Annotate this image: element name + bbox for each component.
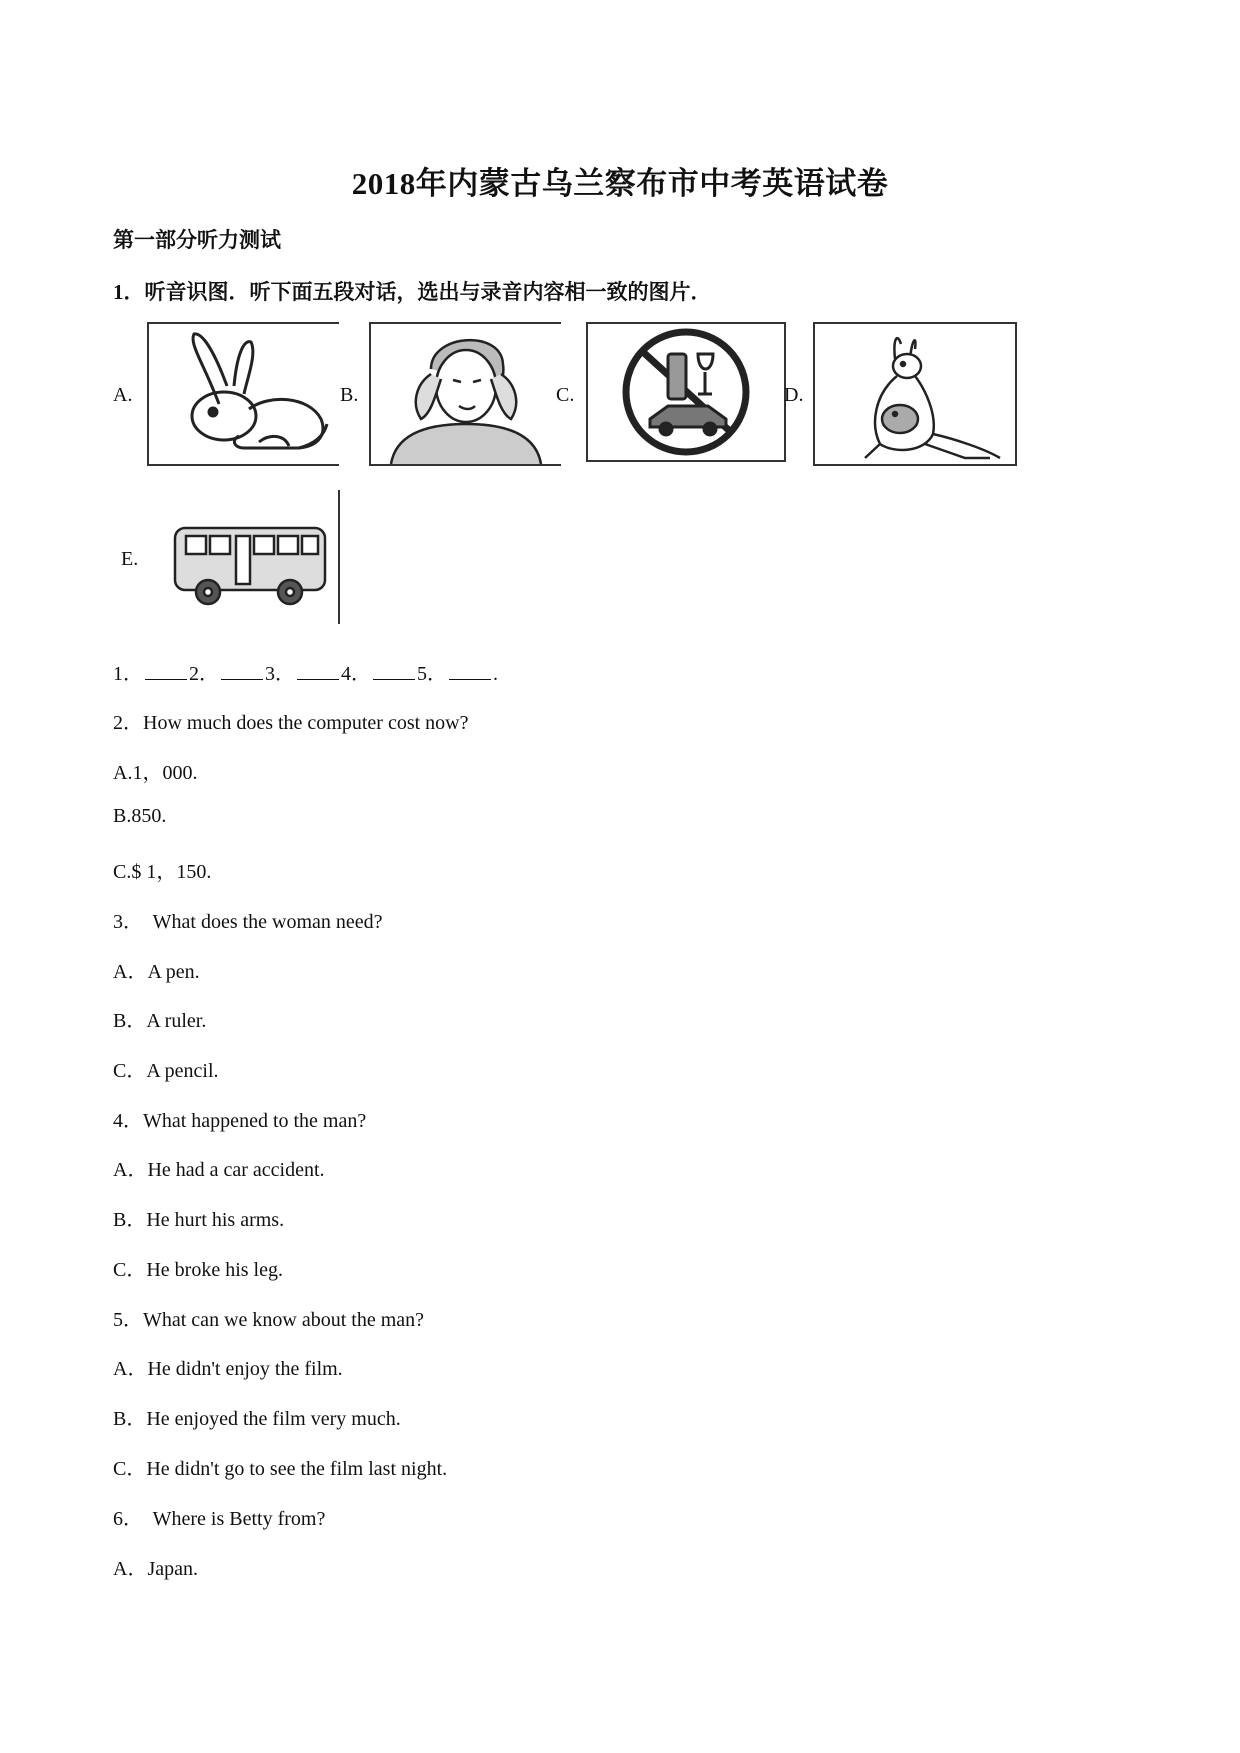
question-6: 6． Where is Betty from?	[113, 1508, 326, 1530]
headache-person-icon	[369, 322, 561, 466]
blank-num-3: 3．	[265, 663, 295, 685]
q3-option-c: C．A pencil.	[113, 1060, 219, 1082]
q4-option-a: A．He had a car accident.	[113, 1159, 325, 1181]
q4-option-b: B．He hurt his arms.	[113, 1209, 285, 1231]
question-2: 2．How much does the computer cost now?	[113, 712, 469, 734]
option-e-label: E.	[121, 548, 139, 570]
q6-option-a: A．Japan.	[113, 1558, 198, 1580]
answer-blank-2[interactable]	[221, 663, 263, 680]
q3-option-a: A．A pen.	[113, 961, 200, 983]
q2-option-a: A.1，000.	[113, 762, 198, 784]
rabbit-icon	[147, 322, 339, 466]
q5-option-c: C．He didn't go to see the film last night.	[113, 1458, 448, 1480]
blank-num-5: 5．	[417, 663, 447, 685]
q4-option-c: C．He broke his leg.	[113, 1259, 283, 1281]
kangaroo-icon	[813, 322, 1017, 466]
blank-end: .	[493, 663, 498, 685]
q5-option-a: A．He didn't enjoy the film.	[113, 1358, 343, 1380]
question-3: 3． What does the woman need?	[113, 911, 383, 933]
option-d-label: D.	[784, 384, 804, 406]
q3-option-b: B．A ruler.	[113, 1010, 207, 1032]
answer-blank-1[interactable]	[145, 663, 187, 680]
q2-option-c: C.$ 1，150.	[113, 861, 212, 883]
option-a-label: A.	[113, 384, 133, 406]
blank-num-2: 2．	[189, 663, 219, 685]
blank-num-1: 1．	[113, 663, 143, 685]
question-5: 5．What can we know about the man?	[113, 1309, 425, 1331]
q2-option-b: B.850.	[113, 805, 167, 827]
option-c-label: C.	[556, 384, 575, 406]
answer-blank-3[interactable]	[297, 663, 339, 680]
option-b-label: B.	[340, 384, 359, 406]
answer-blank-5[interactable]	[449, 663, 491, 680]
bus-icon	[150, 490, 340, 624]
q5-option-b: B．He enjoyed the film very much.	[113, 1408, 401, 1430]
question-4: 4．What happened to the man?	[113, 1110, 367, 1132]
page-title: 2018年内蒙古乌兰察布市中考英语试卷	[351, 166, 889, 201]
question-1-heading: 1．听音识图．听下面五段对话，选出与录音内容相一致的图片．	[113, 280, 712, 304]
answer-blanks	[113, 657, 498, 686]
section-heading: 第一部分听力测试	[113, 228, 281, 252]
blank-num-4: 4．	[341, 663, 371, 685]
answer-blank-4[interactable]	[373, 663, 415, 680]
no-drink-driving-icon	[586, 322, 786, 462]
